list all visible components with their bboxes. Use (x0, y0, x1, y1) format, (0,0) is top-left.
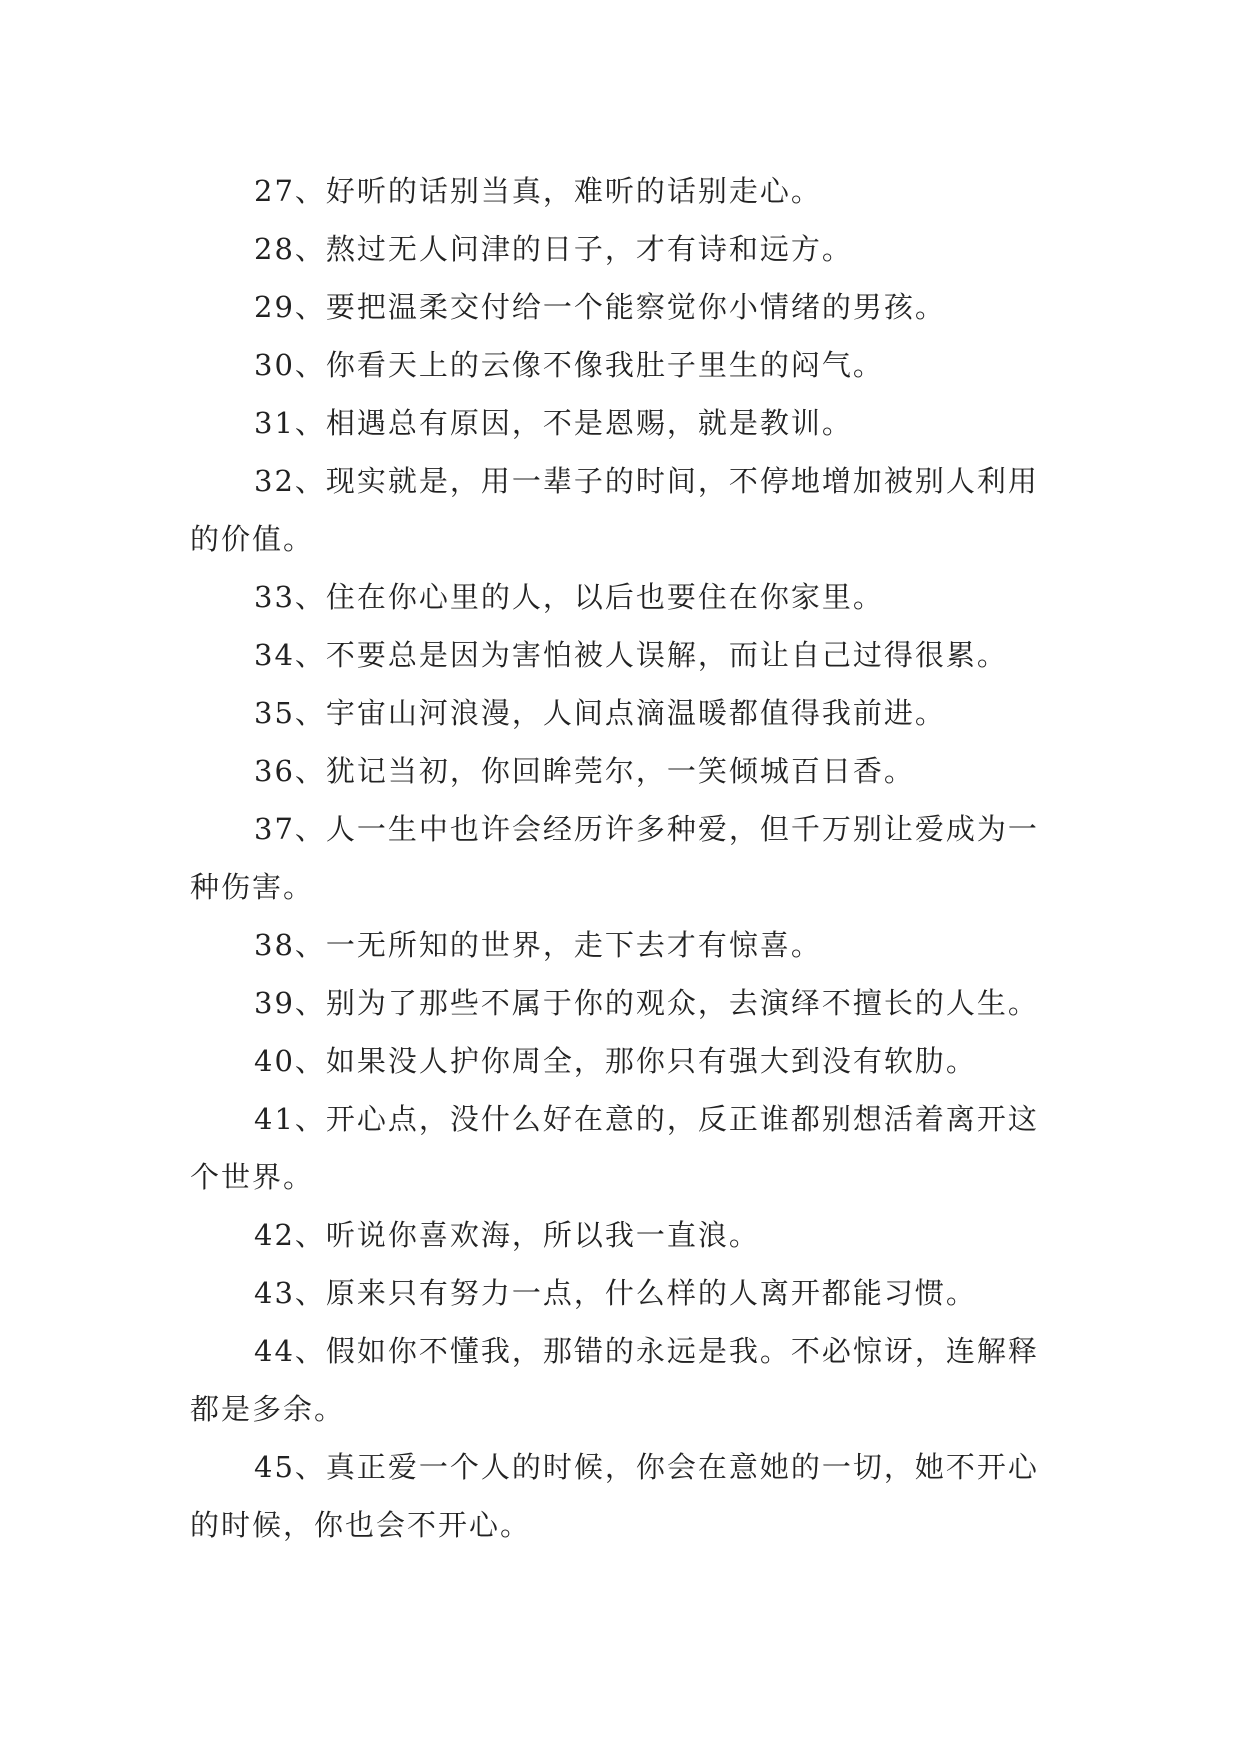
paragraph-41: 41、开心点，没什么好在意的，反正谁都别想活着离开这个世界。 (190, 1102, 1039, 1194)
paragraph-39: 39、别为了那些不属于你的观众，去演绎不擅长的人生。 (254, 986, 1039, 1020)
paragraph-27: 27、好听的话别当真，难听的话别走心。 (254, 174, 822, 208)
paragraph-36: 36、犹记当初，你回眸莞尔，一笑倾城百日香。 (254, 754, 915, 788)
paragraph-45: 45、真正爱一个人的时候，你会在意她的一切，她不开心的时候，你也会不开心。 (190, 1450, 1039, 1542)
paragraph-33: 33、住在你心里的人，以后也要住在你家里。 (254, 580, 884, 614)
paragraph-44: 44、假如你不懂我，那错的永远是我。不必惊讶，连解释都是多余。 (190, 1334, 1039, 1426)
document-body (190, 162, 1060, 1554)
paragraph-32: 32、现实就是，用一辈子的时间，不停地增加被别人利用的价值。 (190, 464, 1039, 556)
paragraph-31: 31、相遇总有原因，不是恩赐，就是教训。 (254, 406, 853, 440)
paragraph-28: 28、熬过无人问津的日子，才有诗和远方。 (254, 232, 853, 266)
paragraph-43: 43、原来只有努力一点，什么样的人离开都能习惯。 (254, 1276, 977, 1310)
paragraph-29: 29、要把温柔交付给一个能察觉你小情绪的男孩。 (254, 290, 946, 324)
paragraph-35: 35、宇宙山河浪漫，人间点滴温暖都值得我前进。 (254, 696, 946, 730)
paragraph-30: 30、你看天上的云像不像我肚子里生的闷气。 (254, 348, 884, 382)
paragraph-37: 37、人一生中也许会经历许多种爱，但千万别让爱成为一种伤害。 (190, 812, 1039, 904)
paragraph-40: 40、如果没人护你周全，那你只有强大到没有软肋。 (254, 1044, 977, 1078)
paragraph-42: 42、听说你喜欢海，所以我一直浪。 (254, 1218, 760, 1252)
paragraph-34: 34、不要总是因为害怕被人误解，而让自己过得很累。 (254, 638, 1008, 672)
paragraph-38: 38、一无所知的世界，走下去才有惊喜。 (254, 928, 822, 962)
